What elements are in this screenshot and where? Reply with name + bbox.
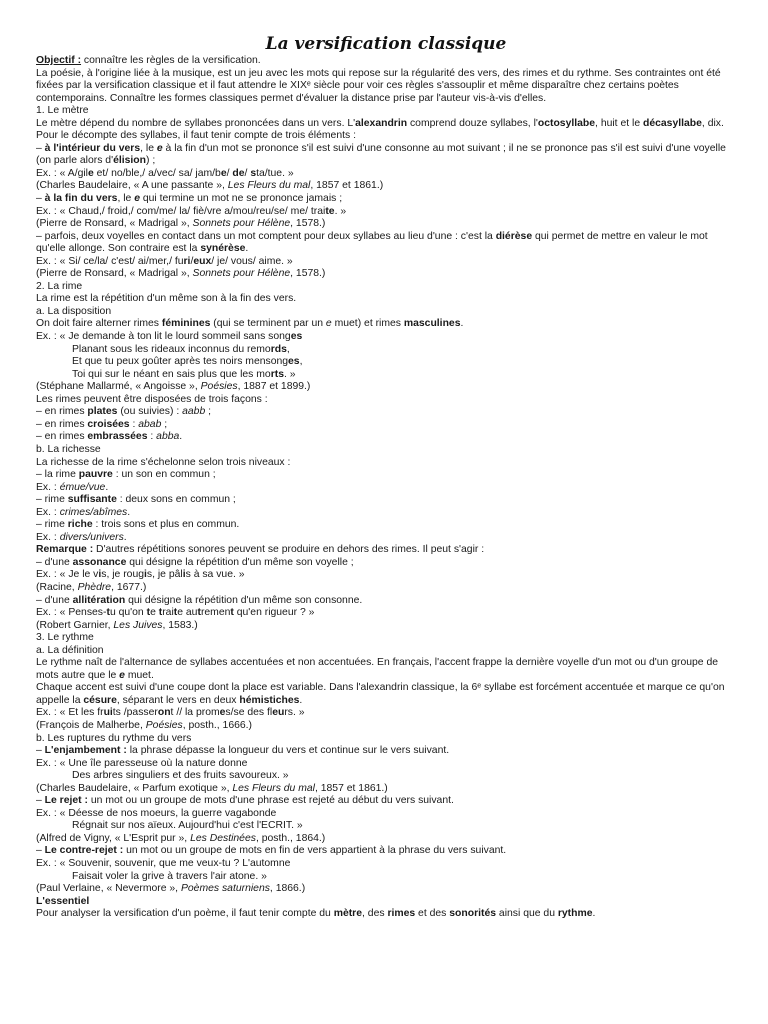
text-segment: masculines [403,318,461,330]
text-segment: e [134,193,140,205]
text-segment: Et que tu peux goûter après tes noirs mensong [72,356,289,368]
text-segment: : [147,431,157,443]
text-segment: (Alfred de Vigny, « L'Esprit pur », [36,832,191,844]
text-segment: un mot ou un groupe de mots en fin de vers appartient à la phrase du vers suivant. [123,845,507,857]
text-segment: de [232,167,245,179]
text-segment: . [245,243,249,255]
text-segment: – parfois, deux voyelles en contact dans un mot comptent pour deux syllabes au lieu d'une : c'est la [36,230,496,242]
text-segment: 3. Le rythme [36,632,94,644]
text-segment: : un son en commun ; [112,469,216,481]
text-segment: Ex. : « Chaud,/ froid,/ com/me/ la/ fiè/vre a/mou/reu/se/ me/ trai [36,205,326,217]
text-segment: qui désigne la répétition d'un même son consonne. [125,594,363,606]
text-segment: Ex. : [36,531,60,543]
text-segment: s à sa vue. » [185,569,245,581]
text-line [36,68,736,106]
text-line [36,544,736,557]
text-segment: Planant sous les rideaux inconnus du remo [72,343,271,355]
text-segment: , huit et le [595,117,643,129]
text-line [36,632,736,645]
text-line [36,457,736,470]
text-segment: hémistiches [239,694,300,706]
text-segment: t [106,607,110,619]
text-segment: , 1578.) [290,268,326,280]
text-line [36,206,736,219]
text-segment: Ex. : « Si/ ce/la/ c'est/ ai/mer,/ fu [36,255,184,267]
text-line [36,494,736,507]
text-line [36,394,736,407]
text-segment: , [299,356,303,368]
text-line [36,218,736,231]
text-segment: s, je roug [101,569,145,581]
text-segment: – en rimes [36,418,88,430]
text-segment: , 1866.) [269,883,306,895]
text-segment: s [250,167,257,179]
text-segment: 2. La rime [36,280,83,292]
text-line [36,845,736,858]
text-segment: à l'intérieur du vers [44,142,141,154]
text-segment: Pour analyser la versification d'un poème, il faut tenir compte du [36,908,334,920]
text-segment: e [325,318,332,330]
text-segment: et des [415,908,450,920]
text-segment: – [36,193,45,205]
text-segment: b. Les ruptures du rythme du vers [36,732,192,744]
text-line [36,130,736,143]
text-segment: (Stéphane Mallarmé, « Angoisse », [36,381,201,393]
text-segment: , 1677.) [111,581,147,593]
text-segment: , séparant le vers en deux [116,694,240,706]
text-segment: – en rimes [36,406,88,418]
text-segment: qui termine un mot ne se prononce jamais ; [139,193,343,205]
text-line [36,896,736,909]
text-segment: Ex. : « Et les fr [36,707,104,719]
text-line [36,519,736,532]
text-segment: On doit faire alterner rimes [36,318,162,330]
text-segment: remen [200,607,231,619]
text-line [36,318,736,331]
text-segment: a. La définition [36,644,104,656]
text-segment: / [226,167,233,179]
text-line [36,168,736,181]
text-segment: / [190,255,194,267]
text-segment: i [182,569,186,581]
text-segment: . [592,908,596,920]
text-segment: Objectif : [36,55,82,66]
text-segment: D'autres répétitions sonores peuvent se produire en dehors des rimes. Il peut s'agir : [93,544,485,556]
text-line [36,595,736,608]
text-segment: (François de Malherbe, [36,719,146,731]
text-segment: Ex. : « Je le v [36,569,99,581]
text-line [36,733,736,746]
text-segment: Faisait voler la grive à travers l'air atone. » [72,870,267,882]
text-segment: rai [162,607,174,619]
text-segment: Chaque accent est suivi d'une coupe dont la place est variable. Dans l'alexandrin classique, la 6ᵉ syllabe est forcément accentuée et marque ce qu'on appelle la [36,682,725,706]
text-segment: ainsi que du [496,908,558,920]
text-segment: , dix. [701,117,724,129]
text-segment: , des [362,908,388,920]
text-segment: es [290,331,303,343]
text-line [36,406,736,419]
text-segment: te [325,205,335,217]
text-segment: – [36,142,45,154]
text-line [36,331,736,344]
text-segment: muet) et rimes [331,318,404,330]
text-segment: ; [205,406,212,418]
text-segment: Le mètre dépend du nombre de syllabes prononcées dans un vers. L' [36,117,356,129]
text-segment: on [157,707,171,719]
text-segment: / je/ vous/ aime. » [211,255,293,267]
text-line [36,444,736,457]
text-segment: connaître les règles de la versification. [81,55,261,66]
text-line [36,758,736,771]
text-line [36,193,736,206]
text-segment: à la fin d'un mot se prononce s'il est suivi d'une consonne au mot suivant ; il ne se prononce pas s'il est suivi d'une voyelle (on parle alors d' [36,142,726,167]
text-segment: Les Fleurs du mal [227,180,311,192]
text-line [36,105,736,118]
text-segment: – d'une [36,594,73,606]
text-line [36,256,736,269]
text-segment: rimes [387,908,416,920]
text-segment: , 1583.) [162,619,198,631]
text-segment: s/se des fl [225,707,273,719]
text-segment: Ex. : « A/gil [36,167,88,179]
text-segment: synérèse [200,243,246,255]
text-segment: Des arbres singuliers et des fruits savoureux. » [72,770,289,782]
text-segment: , le [140,142,157,154]
text-segment: t [158,607,163,619]
text-line [36,645,736,658]
text-segment: 1. Le mètre [36,105,89,117]
text-segment: , 1578.) [290,218,326,230]
text-line [36,858,736,871]
text-segment: Les Fleurs du mal [232,782,315,794]
text-segment: e [220,167,227,179]
text-segment: à la fin du vers [44,193,118,205]
text-line [36,532,736,545]
text-segment: – rime [36,494,68,506]
text-line [36,419,736,432]
text-segment: t [197,607,201,619]
text-segment: Poésies [145,719,183,731]
text-segment: – rime [36,519,68,531]
text-segment: , 1857 et 1861.) [314,782,388,794]
text-segment: rds [270,343,287,355]
text-line [36,293,736,306]
text-segment: mètre [333,908,363,920]
text-line [36,707,736,720]
document-title: La versification classique [265,34,507,54]
text-segment: alexandrin [355,117,408,129]
text-segment: : trois sons et plus en commun. [92,519,240,531]
text-segment: Le rejet : [44,795,88,807]
text-segment: (Pierre de Ronsard, « Madrigal », [36,218,193,230]
text-segment: (qui se terminent par un [210,318,326,330]
text-segment: , le [117,193,135,205]
text-segment: i [98,569,102,581]
text-segment: (Robert Garnier, [36,619,114,631]
text-segment: un mot ou un groupe de mots d'une phrase est rejeté au début du vers suivant. [87,795,454,807]
text-segment: Les Juives [113,619,163,631]
text-segment: b. La richesse [36,443,101,455]
text-segment: sonorités [449,908,497,920]
text-segment: (Pierre de Ronsard, « Madrigal », [36,268,193,280]
text-line [36,557,736,570]
text-segment: – la rime [36,469,79,481]
text-segment: aabb [182,406,206,418]
text-segment: Poésies [200,381,238,393]
text-line [36,281,736,294]
text-line [36,871,736,884]
text-segment: comprend douze syllabes, l' [407,117,538,129]
text-segment: ; [161,418,168,430]
text-segment: , [286,343,290,355]
text-segment: Le contre-rejet : [44,845,124,857]
text-segment: t [146,607,151,619]
text-segment: Remarque : [36,544,94,556]
text-segment: suffisante [67,494,117,506]
text-line [36,180,736,193]
text-segment: : deux sons en commun ; [116,494,236,506]
text-segment: . [123,531,127,543]
text-segment: diérèse [495,230,533,242]
text-segment: ) ; [146,155,156,167]
text-segment: e [87,167,94,179]
text-segment: . » [284,368,296,380]
text-segment: qui désigne la répétition d'un même son voyelle ; [126,556,354,568]
text-segment: Ex. : [36,481,60,493]
text-segment: e [156,142,163,154]
text-segment: décasyllabe [643,117,702,129]
text-segment: (Racine, [36,581,78,593]
text-segment: . » [334,205,347,217]
text-segment: abba [156,431,180,443]
text-segment: assonance [72,556,127,568]
text-segment: qu'en rigueur ? » [233,607,315,619]
text-segment: – en rimes [36,431,88,443]
text-segment: . [179,431,183,443]
text-segment: , 1887 et 1899.) [237,381,311,393]
text-segment: Toi qui sur le néant en sais plus que les mo [72,368,271,380]
text-segment: t [173,607,178,619]
text-line [36,795,736,808]
text-segment: élision [113,155,146,167]
text-segment: Pour le décompte des syllabes, il faut tenir compte de trois éléments : [36,130,356,142]
text-segment: : [129,418,139,430]
text-segment: Ex. : « Je demande à ton lit le lourd sommeil sans song [36,331,291,343]
text-segment: ts /passer [112,707,158,719]
text-line [36,431,736,444]
text-line [36,770,736,783]
text-segment: La rime est la répétition d'un même son à la fin des vers. [36,293,297,305]
text-segment: – d'une [36,556,73,568]
text-segment: Ex. : « Souvenir, souvenir, que me veux-tu ? L'automne [36,858,291,869]
text-segment: rs. » [284,707,305,719]
text-segment: s, je pâl [146,569,183,581]
text-segment: féminines [161,318,211,330]
text-segment: es [288,356,300,368]
text-segment: rythme [557,908,593,920]
text-segment: L'enjambement : [44,745,127,757]
text-segment: Sonnets pour Hélène [192,268,291,280]
text-segment: / [244,167,251,179]
text-line [36,808,736,821]
text-line [36,833,736,846]
text-segment: . [105,481,109,493]
text-line [36,231,736,256]
text-segment: Ex. : [36,506,60,518]
text-segment: Ex. : « Déesse de nos moeurs, la guerre vagabonde [36,807,277,819]
text-line [36,356,736,369]
text-line [36,883,736,896]
text-line [36,118,736,131]
text-line [36,569,736,582]
text-segment: . [127,506,131,518]
text-line [36,620,736,633]
text-line [36,306,736,319]
text-segment: césure [83,694,117,706]
text-line [36,607,736,620]
text-segment: , 1857 et 1861.) [310,180,384,192]
text-segment: riche [67,519,93,531]
text-line [36,720,736,733]
text-segment: ri [183,255,191,267]
text-segment: émue/vue [59,481,106,493]
text-segment: La poésie, à l'origine liée à la musique, est un jeu avec les mots qui repose sur la régularité des vers, des rimes et du rythme. Ses contraintes ont été fixées par la versification classique et il faut attendre le XIXᵉ siècle pour voir ces règles s'assouplir et même disparaître chez certains poètes contemporains. Connaître les formes classiques permet d'évaluer la distance prise par l'auteur vis-à-vis d'elles. [36,67,721,104]
text-line [36,657,736,682]
text-segment: a. La disposition [36,305,112,317]
text-segment: ui [103,707,113,719]
text-segment: (Charles Baudelaire, « Parfum exotique », [36,782,233,794]
text-segment: qui permet de mettre en valeur le mot qu'elle allonge. Son contraire est la [36,230,708,255]
text-segment: e [119,669,125,681]
text-line [36,344,736,357]
text-segment: (Paul Verlaine, « Nevermore », [36,883,181,895]
text-line [36,369,736,382]
text-segment: (Charles Baudelaire, « A une passante », [36,180,228,192]
text-line [36,582,736,595]
text-line [36,820,736,833]
text-segment: Ex. : « Une île paresseuse où la nature donne [36,757,248,769]
text-segment: ta/tue. » [256,167,294,179]
text-segment: allitération [72,594,126,606]
text-segment: embrassées [87,431,148,443]
text-segment: la phrase dépasse la longueur du vers et continue sur le vers suivant. [126,745,450,757]
text-segment: . [299,694,303,706]
text-segment: i [144,569,147,581]
text-segment: Les Destinées [190,832,256,844]
text-segment: , posth., 1666.) [182,719,253,731]
text-segment: rts [270,368,284,380]
text-segment: divers/univers [59,531,124,543]
text-segment: e au [177,607,198,619]
text-segment: – [36,845,45,857]
text-segment: abab [138,418,162,430]
text-segment: pauvre [78,469,113,481]
text-segment: (ou suivies) : [117,406,183,418]
text-segment: – [36,745,45,757]
text-segment: L'essentiel [36,895,90,907]
text-segment: plates [87,406,118,418]
text-line [36,908,736,921]
text-line [36,783,736,796]
text-segment: eu [272,707,285,719]
text-segment: La richesse de la rime s'échelonne selon trois niveaux : [36,456,291,468]
document-body [36,55,736,921]
text-segment: croisées [87,418,130,430]
text-segment: Le rythme naît de l'alternance de syllabes accentuées et non accentuées. En français, l'accent frappe la dernière voyelle d'un mot ou d'un groupe de mots autre que le [36,657,719,681]
text-segment: e [219,707,226,719]
text-segment: crimes/abîmes [59,506,128,518]
text-segment: t [230,607,234,619]
text-segment: Sonnets pour Hélène [192,218,291,230]
text-segment: – [36,795,45,807]
text-segment: , posth., 1864.) [255,832,326,844]
text-segment: eux [193,255,212,267]
text-segment: e [150,607,159,619]
text-segment: Phèdre [77,581,112,593]
text-line [36,482,736,495]
text-segment: octosyllabe [537,117,596,129]
text-line [36,268,736,281]
text-segment: . [460,318,464,330]
text-segment: Poèmes saturniens [180,883,270,895]
text-segment: t // la prom [170,707,220,719]
document-page [36,34,736,921]
text-segment: Ex. : « Penses- [36,607,107,619]
text-line [36,143,736,168]
text-segment: u qu'on [109,607,147,619]
text-line [36,381,736,394]
text-line [36,55,736,68]
text-segment: Les rimes peuvent être disposées de trois façons : [36,393,268,405]
text-segment: Régnait sur nos aïeux. Aujourd'hui c'est l'ECRIT. » [72,820,303,832]
text-line [36,682,736,707]
text-line [36,469,736,482]
text-line [36,507,736,520]
text-line [36,745,736,758]
text-segment: muet. [124,669,154,681]
text-segment: et/ no/ble,/ a/vec/ sa/ jam/b [93,167,221,179]
